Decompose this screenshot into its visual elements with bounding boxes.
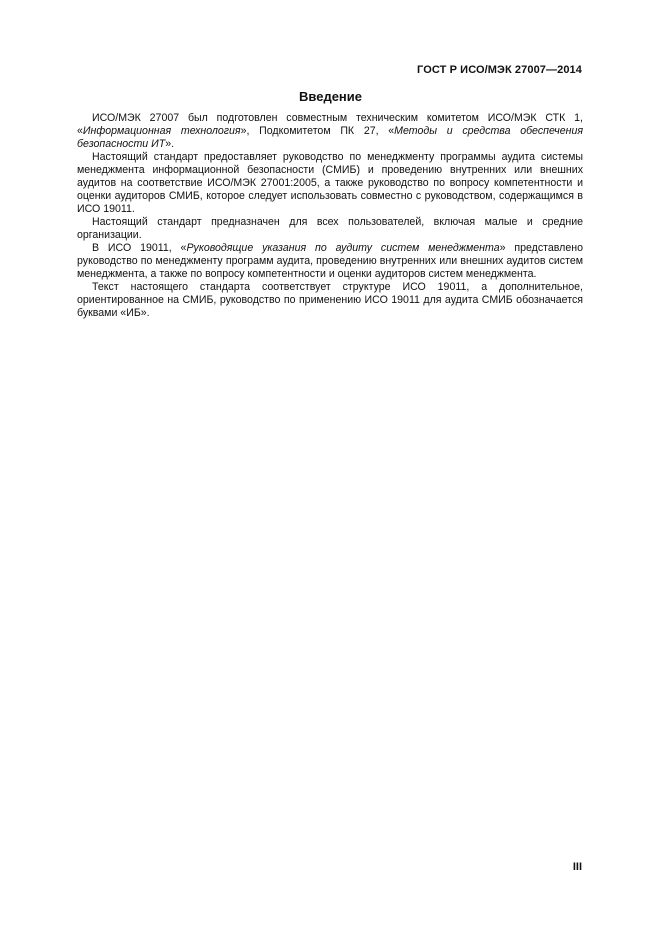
- paragraph-1-text-c: ».: [165, 138, 175, 150]
- paragraph-4-italic: Руководящие указания по аудиту систем менеджмента: [186, 242, 500, 254]
- paragraph-1-italic-b: Методы и средства обеспечения безопасности ИТ: [77, 125, 583, 150]
- paragraph-1: [77, 112, 583, 151]
- document-body: [77, 112, 583, 320]
- paragraph-1-text-a: ИСО/МЭК 27007 был подготовлен совместным техническим комитетом ИСО/МЭК СТК 1, «: [77, 112, 583, 137]
- paragraph-1-text-b: », Подкомитетом ПК 27, «: [240, 125, 395, 137]
- paragraph-5: Текст настоящего стандарта соответствует структуре ИСО 19011, а дополнительное, ориентированное на СМИБ, руководство по применению ИСО 19011 для аудита СМИБ обозначается буквами «ИБ».: [77, 281, 583, 319]
- page-title: Введение: [299, 89, 362, 104]
- paragraph-4-text-a: В ИСО 19011, «: [92, 242, 187, 254]
- paragraph-1-italic-a: Информационная технология: [82, 125, 241, 137]
- paragraph-4-text-b: » представлено руководство по менеджменту программ аудита, проведению внутренних или внешних аудитов систем менеджмента, а также по вопросу компетентности и оценки аудиторов систем менеджмента.: [77, 242, 583, 280]
- paragraph-3: Настоящий стандарт предназначен для всех пользователей, включая малые и средние организации.: [77, 216, 583, 241]
- page-number: III: [572, 861, 582, 873]
- paragraph-4: [77, 242, 583, 281]
- paragraph-2: Настоящий стандарт предоставляет руководство по менеджменту программы аудита системы менеджмента информационной безопасности (СМИБ) и проведению внутренних или внешних аудитов на соответствие ИСО/МЭК 27001:2005, а также руководство по вопросу компетентности и оценки аудиторов СМИБ, которое следует использовать совместно с руководством, содержащимся в ИСО 19011.: [77, 151, 583, 215]
- standard-code: ГОСТ Р ИСО/МЭК 27007—2014: [417, 64, 582, 76]
